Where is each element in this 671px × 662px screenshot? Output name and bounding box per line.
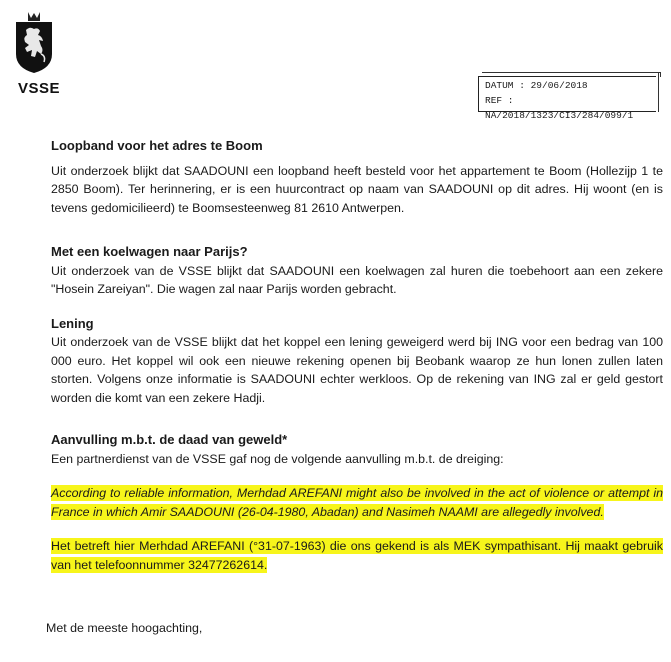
datum-line: DATUM : 29/06/2018: [485, 80, 588, 91]
ref-line: REF : NA/2018/1323/CI3/284/099/1: [485, 95, 634, 121]
section-title: Loopband voor het adres te Boom: [51, 138, 263, 153]
section-koelwagen: [51, 243, 663, 299]
document-body: [51, 137, 663, 574]
section-title: Met een koelwagen naar Parijs?: [51, 244, 248, 259]
section-text: Een partnerdienst van de VSSE gaf nog de volgende aanvulling m.b.t. de dreiging:: [51, 451, 504, 466]
highlighted-note: [51, 537, 663, 574]
section-text: Uit onderzoek blijkt dat SAADOUNI een loopband heeft besteld voor het appartement te Boom (Hollezijp 1 te 2850 Boom). Ter herinnering, er is een huurcontract op naam van SAADOUNI op dit adres. Hij woont (en is tevens gedomicilieerd) te Boomsesteenweg 81 2610 Antwerpen.: [51, 163, 663, 215]
section-title: Aanvulling m.b.t. de daad van geweld*: [51, 432, 288, 447]
section-text: Uit onderzoek van de VSSE blijkt dat het koppel een lening geweigerd werd bij ING voor een bedrag van 100 000 euro. Het koppel wil ook een nieuwe rekening openen bij Beobank waarop ze hun lonen zullen laten storten. Volgens onze informatie is SAADOUNI echter werkloos. Op de rekening van ING zal er geld gestort worden die komt van een zekere Hadji.: [51, 335, 663, 405]
reference-box: [478, 76, 656, 121]
highlighted-quote: [51, 484, 663, 521]
section-title: Lening: [51, 315, 94, 331]
highlighted-note-text: Het betreft hier Merhdad AREFANI (°31-07-1963) die ons gekend is als MEK sympathisant. Hij maakt gebruik van het telefoonnummer 32477262614.: [51, 539, 663, 572]
section-loopband: [51, 137, 663, 217]
vsse-logo: [8, 10, 61, 97]
lion-crest-icon: [8, 10, 60, 74]
closing-line: Met de meeste hoogachting,: [46, 621, 203, 635]
highlighted-quote-text: According to reliable information, Merhdad AREFANI might also be involved in the act of violence or attempt in France in which Amir SAADOUNI (26-04-1980, Abadan) and Nasimeh NAAMI are allegedly involved.: [51, 486, 663, 519]
section-aanvulling: [51, 431, 663, 468]
section-text: Uit onderzoek van de VSSE blijkt dat SAADOUNI een koelwagen zal huren die toebehoort aan een zekere "Hosein Zareiyan". Die wagen zal naar Parijs worden gebracht.: [51, 263, 663, 296]
logo-text: VSSE: [18, 80, 61, 97]
section-lening: [51, 315, 663, 408]
